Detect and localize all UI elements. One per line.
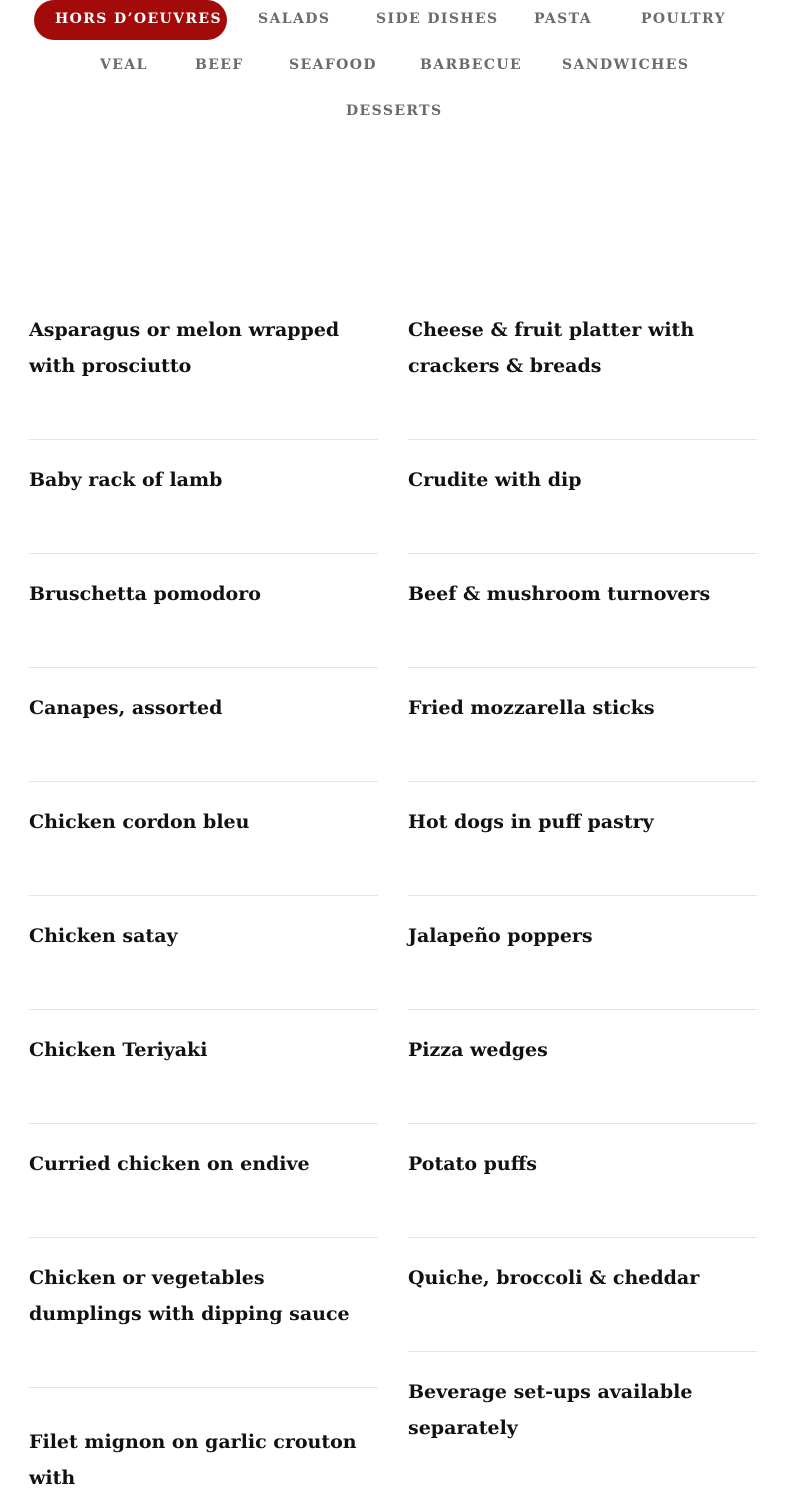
menu-item: Quiche, broccoli & cheddar [408,1238,757,1352]
tab-desserts[interactable]: DESSERTS [346,103,443,119]
menu-item: Chicken satay [29,896,378,1010]
tab-hors-doeuvres[interactable]: HORS D’OEUVRES [34,0,227,40]
menu-item: Asparagus or melon wrapped with prosciutto [29,290,378,440]
tab-row-3 [0,92,785,132]
tab-pasta[interactable]: PASTA [534,11,592,27]
menu-item: Chicken Teriyaki [29,1010,378,1124]
menu-item: Bruschetta pomodoro [29,554,378,668]
menu-item: Filet mignon on garlic crouton with [29,1431,357,1489]
menu-item: Crudite with dip [408,440,757,554]
menu-item: Baby rack of lamb [29,440,378,554]
tab-seafood[interactable]: SEAFOOD [289,57,377,73]
menu-column-left [29,290,378,1502]
menu-item: Curried chicken on endive [29,1124,378,1238]
menu-item: Cheese & fruit platter with crackers & breads [408,290,757,440]
tab-veal[interactable]: VEAL [100,57,148,73]
menu-item: Potato puffs [408,1124,757,1238]
tab-poultry[interactable]: POULTRY [641,11,727,27]
menu-item: Canapes, assorted [29,668,378,782]
menu-item: Beverage set-ups available separately [408,1381,693,1439]
tab-row-1 [0,0,785,40]
tab-salads[interactable]: SALADS [258,11,331,27]
tab-barbecue[interactable]: BARBECUE [420,57,523,73]
menu-item: Fried mozzarella sticks [408,668,757,782]
tab-row-2 [0,46,785,86]
menu-item: Chicken or vegetables dumplings with dipping sauce [29,1238,378,1388]
menu-column-right [408,290,757,1502]
menu-item: Pizza wedges [408,1010,757,1124]
menu-item: Chicken cordon bleu [29,782,378,896]
menu-item: Jalapeño poppers [408,896,757,1010]
tab-beef[interactable]: BEEF [195,57,244,73]
tab-side-dishes[interactable]: SIDE DISHES [376,11,499,27]
menu-item: Beef & mushroom turnovers [408,554,757,668]
menu-item: Hot dogs in puff pastry [408,782,757,896]
tab-sandwiches[interactable]: SANDWICHES [562,57,690,73]
